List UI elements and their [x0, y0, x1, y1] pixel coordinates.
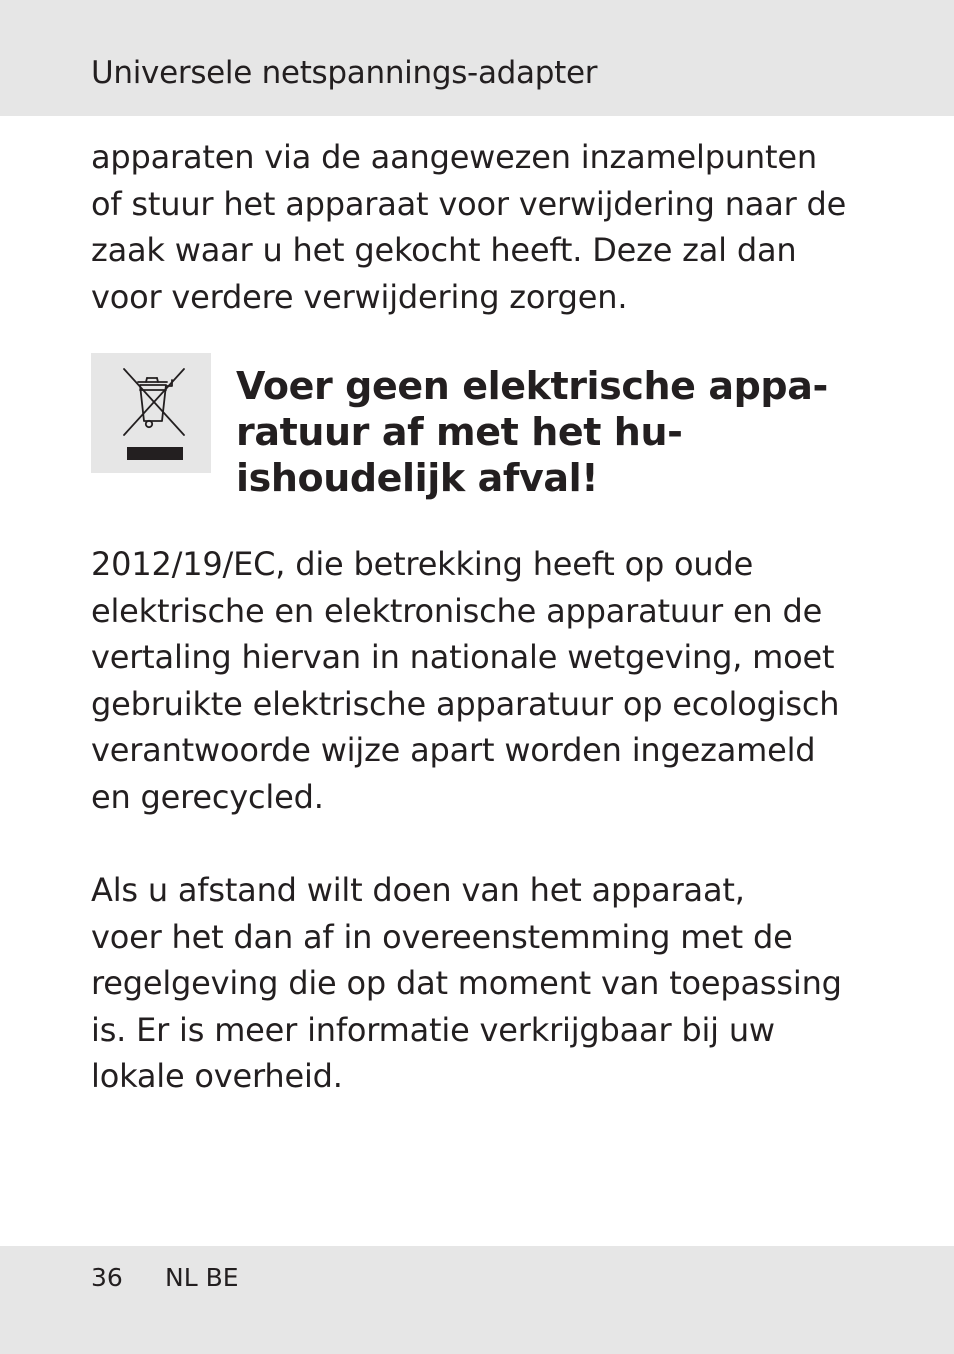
directive-paragraph	[91, 541, 839, 820]
text-line: lokale overheid.	[91, 1057, 343, 1095]
text-line: regelgeving die op dat moment van toepassing	[91, 964, 842, 1002]
text-line: vertaling hiervan in nationale wetgeving, moet	[91, 638, 835, 676]
warning-heading	[236, 363, 828, 501]
page-number: 36	[91, 1263, 123, 1292]
heading-line: ratuur af met het hu-	[236, 410, 683, 454]
text-line: gebruikte elektrische apparatuur op ecologisch	[91, 684, 840, 723]
text-line: 2012/19/EC, die betrekking heeft op oude	[91, 545, 754, 583]
text-line: apparaten via de aangewezen inzamelpunten	[91, 138, 817, 176]
document-title: Universele netspannings-adapter	[91, 55, 598, 91]
text-line: verantwoorde wijze apart worden ingezameld	[91, 731, 816, 769]
disposal-paragraph	[91, 867, 842, 1100]
text-line: en gerecycled.	[91, 777, 324, 816]
heading-line: Voer geen elektrische appa-	[236, 364, 828, 408]
text-line: Als u afstand wilt doen van het apparaat,	[91, 871, 745, 909]
text-line: of stuur het apparaat voor verwijdering naar de	[91, 184, 847, 223]
page-header	[0, 0, 954, 116]
text-line: zaak waar u het gekocht heeft. Deze zal dan	[91, 231, 797, 269]
text-line: voor verdere verwijdering zorgen.	[91, 277, 628, 316]
heading-line: ishoudelijk afval!	[236, 456, 599, 500]
page-footer	[0, 1246, 954, 1354]
text-line: voer het dan af in overeenstemming met de	[91, 917, 793, 956]
intro-paragraph	[91, 134, 846, 320]
text-line: is. Er is meer informatie verkrijgbaar bij uw	[91, 1010, 775, 1049]
language-code: NL BE	[165, 1263, 239, 1292]
text-line: elektrische en elektronische apparatuur en de	[91, 591, 823, 630]
crossed-out-wheelie-bin-icon	[91, 353, 211, 473]
